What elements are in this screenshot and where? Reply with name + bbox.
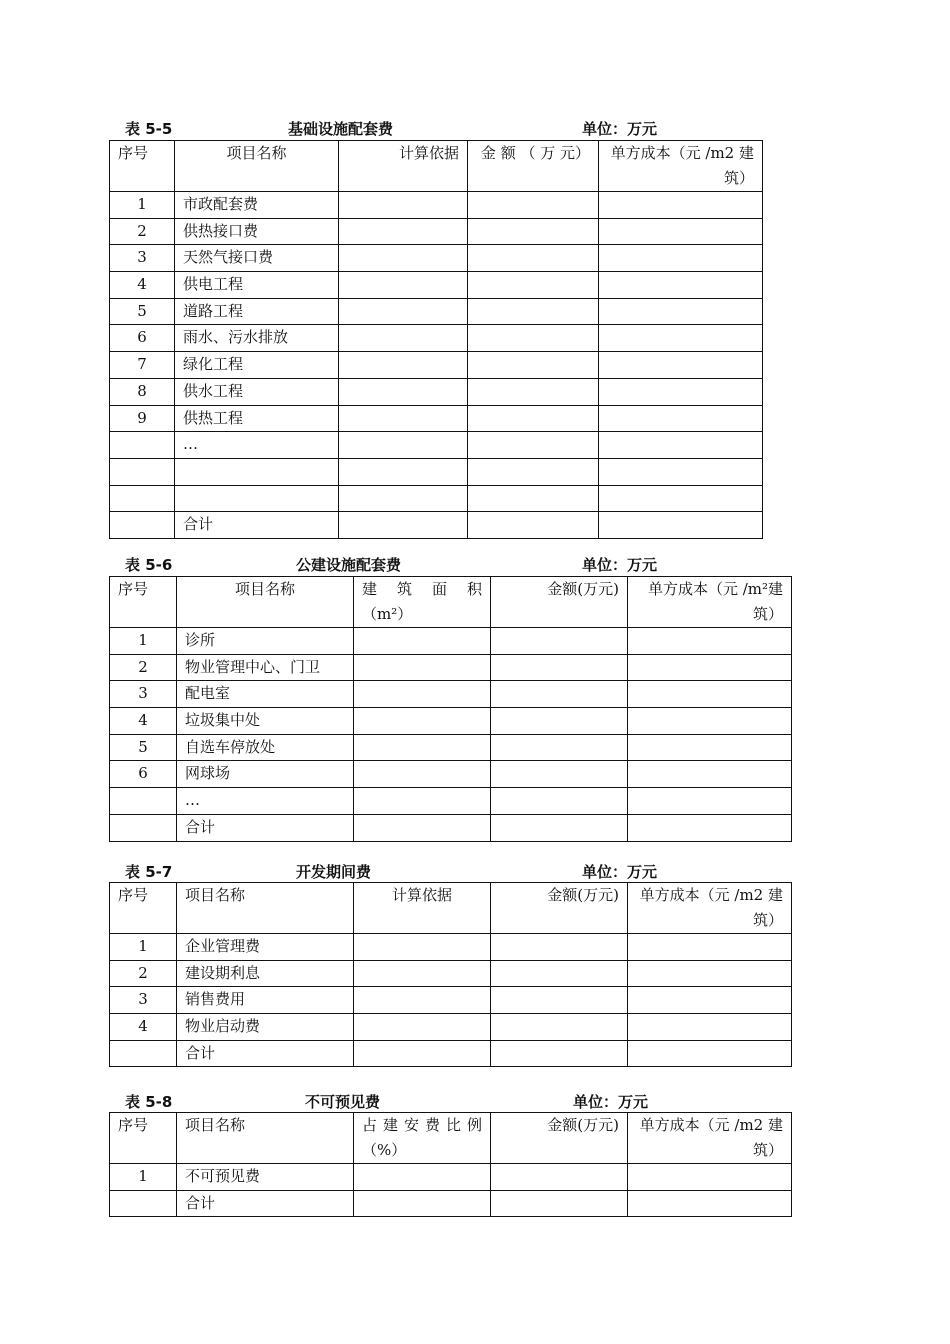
row-number: 6	[110, 325, 175, 352]
header-cell: 单方成本（元 /m2 建筑）	[628, 883, 792, 934]
table-row	[110, 325, 763, 352]
table-title: 开发期间费	[296, 863, 372, 881]
table-row	[110, 352, 763, 379]
table-unit: 单位：万元	[582, 120, 658, 138]
header-cell: 序号	[110, 141, 175, 192]
table-row	[110, 987, 792, 1014]
header-cell: 单方成本（元 /m²建筑）	[628, 577, 792, 628]
item-name: 绿化工程	[175, 352, 339, 379]
table-label: 表 5-7	[125, 863, 173, 881]
table-row	[110, 405, 763, 432]
table-label: 表 5-8	[125, 1093, 173, 1111]
row-number: 1	[110, 934, 177, 961]
header-cell: 项目名称	[177, 1113, 354, 1164]
table-5-6	[109, 576, 792, 842]
row-number: 8	[110, 378, 175, 405]
row-number: 2	[110, 218, 175, 245]
row-number: 4	[110, 708, 177, 735]
table-row	[110, 628, 792, 655]
header-cell: 单方成本（元 /m2 建筑）	[628, 1113, 792, 1164]
row-number: 5	[110, 734, 177, 761]
item-name: 供水工程	[175, 378, 339, 405]
header-cell: 金额(万元)	[491, 577, 628, 628]
table-row	[110, 378, 763, 405]
row-number: 3	[110, 245, 175, 272]
header-cell: 金额(万元)	[491, 883, 628, 934]
item-name: 配电室	[177, 681, 354, 708]
row-number: 2	[110, 654, 177, 681]
item-name: 供电工程	[175, 272, 339, 299]
item-name: 诊所	[177, 628, 354, 655]
table-total-row	[110, 1040, 792, 1067]
table-5-8-caption	[0, 1091, 950, 1113]
table-row	[110, 960, 792, 987]
table-header-row	[110, 577, 792, 628]
header-cell: 占建安费比例（%）	[354, 1113, 491, 1164]
table-header-row	[110, 141, 763, 192]
table-row	[110, 681, 792, 708]
item-name: 供热工程	[175, 405, 339, 432]
table-row	[110, 192, 763, 219]
row-number	[110, 512, 175, 539]
row-number	[110, 485, 175, 512]
table-5-5	[109, 140, 763, 539]
row-number: 3	[110, 987, 177, 1014]
table-row	[110, 485, 763, 512]
header-cell: 序号	[110, 1113, 177, 1164]
row-number: 2	[110, 960, 177, 987]
row-number: 3	[110, 681, 177, 708]
table-row	[110, 1164, 792, 1191]
row-number: 1	[110, 192, 175, 219]
table-title: 基础设施配套费	[288, 120, 394, 138]
item-name: 自选车停放处	[177, 734, 354, 761]
item-name	[175, 485, 339, 512]
item-name	[175, 458, 339, 485]
header-cell: 建 筑 面 积 （m²）	[354, 577, 491, 628]
table-unit: 单位：万元	[573, 1093, 649, 1111]
table-unit: 单位：万元	[582, 863, 658, 881]
item-name: 不可预见费	[177, 1164, 354, 1191]
item-name: 合计	[177, 1190, 354, 1217]
header-cell: 项目名称	[177, 577, 354, 628]
table-row	[110, 245, 763, 272]
table-row	[110, 272, 763, 299]
item-name: 合计	[177, 814, 354, 841]
table-unit: 单位：万元	[582, 556, 658, 574]
header-cell: 计算依据	[339, 141, 468, 192]
item-name: 销售费用	[177, 987, 354, 1014]
table-row	[110, 934, 792, 961]
table-total-row	[110, 1190, 792, 1217]
table-5-7	[109, 882, 792, 1067]
table-total-row	[110, 814, 792, 841]
row-number	[110, 814, 177, 841]
table-title: 公建设施配套费	[296, 556, 402, 574]
table-5-6-caption	[0, 554, 950, 576]
table-row	[110, 298, 763, 325]
item-name: 市政配套费	[175, 192, 339, 219]
item-name: 合计	[175, 512, 339, 539]
table-5-5-caption	[0, 118, 950, 140]
item-name: 物业管理中心、门卫	[177, 654, 354, 681]
row-number	[110, 458, 175, 485]
table-5-7-caption	[0, 861, 950, 883]
table-row	[110, 432, 763, 459]
row-number: 5	[110, 298, 175, 325]
row-number: 6	[110, 761, 177, 788]
table-row	[110, 654, 792, 681]
header-cell: 序号	[110, 883, 177, 934]
table-label: 表 5-5	[125, 120, 173, 138]
table-title: 不可预见费	[305, 1093, 381, 1111]
row-number: 1	[110, 628, 177, 655]
row-number	[110, 432, 175, 459]
table-row	[110, 458, 763, 485]
header-cell: 计算依据	[354, 883, 491, 934]
item-name: 合计	[177, 1040, 354, 1067]
table-label: 表 5-6	[125, 556, 173, 574]
item-name: …	[177, 788, 354, 815]
table-row	[110, 761, 792, 788]
table-row	[110, 1014, 792, 1041]
item-name: 天然气接口费	[175, 245, 339, 272]
header-cell: 单方成本（元 /m2 建筑）	[599, 141, 763, 192]
row-number: 7	[110, 352, 175, 379]
header-cell: 序号	[110, 577, 177, 628]
row-number: 9	[110, 405, 175, 432]
item-name: 网球场	[177, 761, 354, 788]
item-name: 供热接口费	[175, 218, 339, 245]
table-row	[110, 708, 792, 735]
item-name: 企业管理费	[177, 934, 354, 961]
table-row	[110, 788, 792, 815]
table-row	[110, 218, 763, 245]
header-cell: 项目名称	[175, 141, 339, 192]
header-cell: 金 额 （ 万 元）	[468, 141, 599, 192]
item-name: …	[175, 432, 339, 459]
item-name: 道路工程	[175, 298, 339, 325]
table-total-row	[110, 512, 763, 539]
table-header-row	[110, 1113, 792, 1164]
row-number: 4	[110, 272, 175, 299]
header-cell: 项目名称	[177, 883, 354, 934]
item-name: 建设期利息	[177, 960, 354, 987]
item-name: 物业启动费	[177, 1014, 354, 1041]
row-number	[110, 1190, 177, 1217]
table-5-8	[109, 1112, 792, 1217]
row-number	[110, 1040, 177, 1067]
row-number: 4	[110, 1014, 177, 1041]
table-row	[110, 734, 792, 761]
header-cell: 金额(万元)	[491, 1113, 628, 1164]
table-header-row	[110, 883, 792, 934]
row-number: 1	[110, 1164, 177, 1191]
item-name: 垃圾集中处	[177, 708, 354, 735]
row-number	[110, 788, 177, 815]
item-name: 雨水、污水排放	[175, 325, 339, 352]
